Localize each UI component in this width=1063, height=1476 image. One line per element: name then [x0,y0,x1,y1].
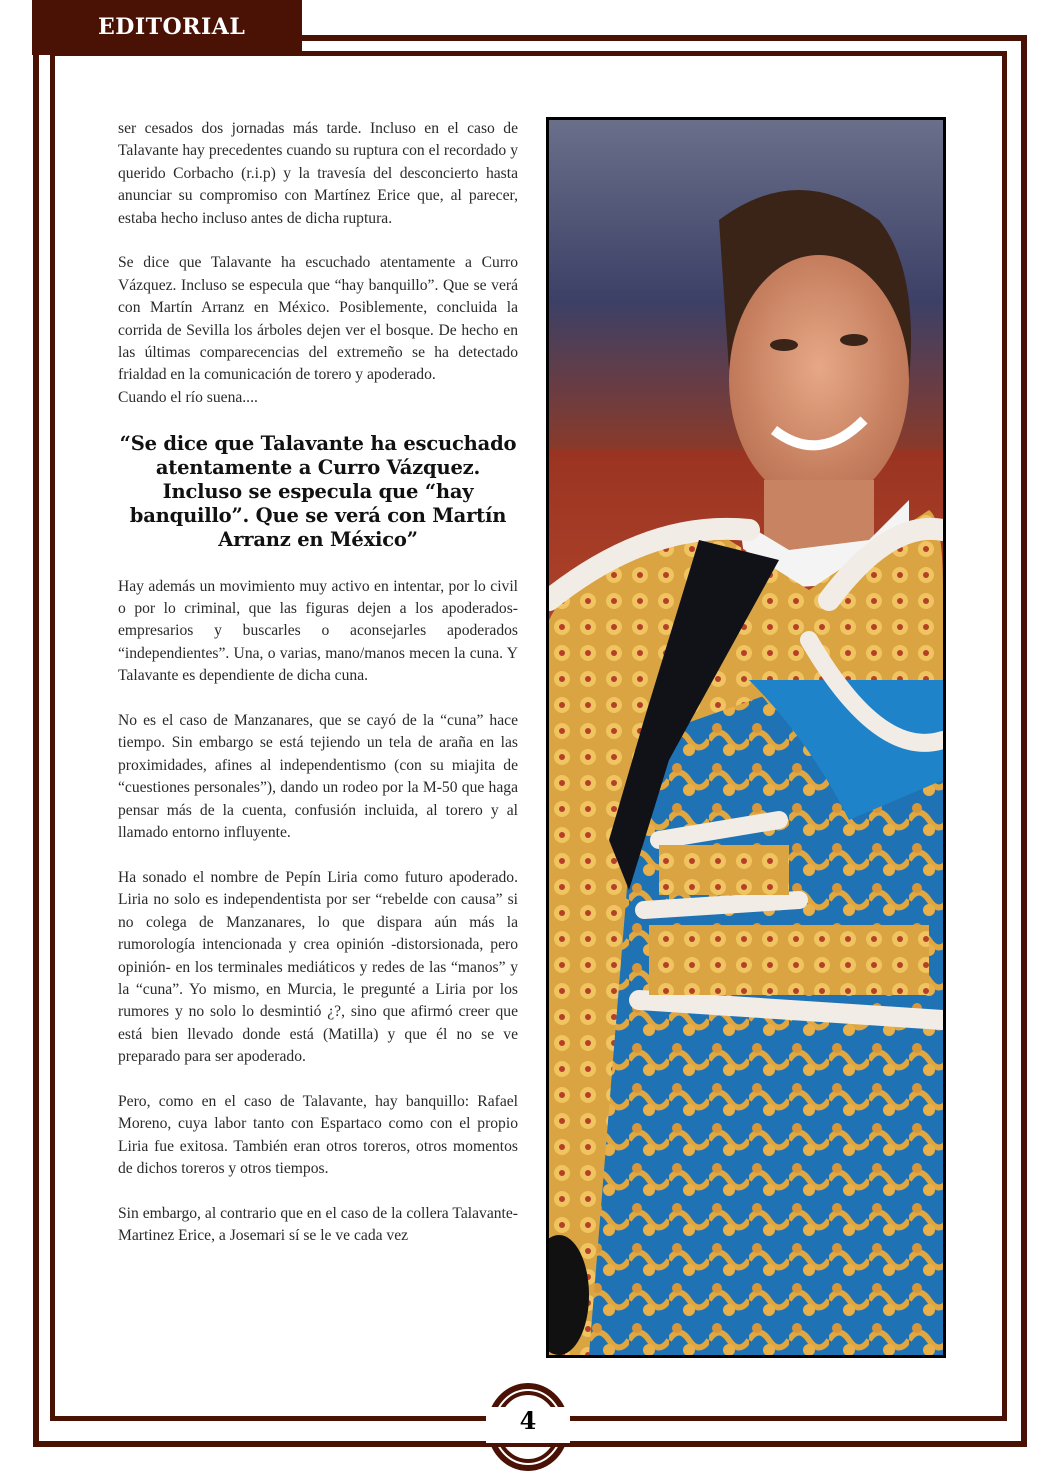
article-paragraph: Sin embargo, al contrario que en el caso de la collera Talavante-Martinez Erice, a Josemari sí se le ve cada vez [118,1204,518,1245]
page-number: 4 [519,1406,537,1435]
section-header [32,0,302,55]
article-paragraph: Pero, como en el caso de Talavante, hay banquillo: Rafael Moreno, cuya labor tanto con Espartaco como con el propio Liria fue exitosa. También eran otros toreros, otros momentos de dichos toreros y otros tiempos. [118,1092,518,1178]
article-paragraph: Cuando el río suena.... [118,388,258,406]
article-paragraph: Ha sonado el nombre de Pepín Liria como futuro apoderado. Liria no solo es independentista por ser “rebelde con causa” si no colega de Manzanares, lo que dispara aún más la rumorología intencionada y crea opinión -distorsionada, pero opinión- en los terminales mediáticos y redes de las “manos” y la “cuna”. Yo mismo, en Murcia, le pregunté a Liria por los rumores y no solo lo desmintió ¿?, sino que afirmó creer que está bien llevado donde está (Matilla) y que él no se ve preparado para ser apoderado. [118,868,518,1066]
section-title: EDITORIAL [98,14,246,40]
article-paragraph: ser cesados dos jornadas más tarde. Incluso en el caso de Talavante hay precedentes cuando su ruptura con el recordado y querido Corbacho (r.i.p) y la travesía del desconcierto hasta anunciar su compromiso con Martínez Erice que, al parecer, estaba hecho incluso antes de dicha ruptura. [118,120,518,227]
article-paragraph: Hay además un movimiento muy activo en intentar, por lo civil o por lo criminal, que las figuras dejen a los apoderados-empresarios y buscarles o aconsejarles apoderados “independientes”. Una, o varias, mano/manos mecen la cuna. Y Talavante es dependiente de dicha cuna. [118,577,518,685]
article-paragraph: Se dice que Talavante ha escuchado atentamente a Curro Vázquez. Incluso se especula que “hay banquillo”. Que se verá con Martín Arranz en México. Posiblemente, concluida la corrida de Sevilla los árboles dejen ver el bosque. De hecho en las últimas comparecencias del extremeño se ha detectado frialdad en la comunicación de torero y apoderado. [118,254,518,384]
torero-photo [546,117,946,1358]
article-column [118,118,518,1248]
pull-quote: “Se dice que Talavante ha escuchado atentamente a Curro Vázquez. Incluso se especula que “hay banquillo”. Que se verá con Martín Arranz en México” [119,431,517,551]
article-paragraph: No es el caso de Manzanares, que se cayó de la “cuna” hace tiempo. Sin embargo se está tejiendo un tela de araña en las proximidades, afines al independentismo (con su miajita de “cuestiones personales”), dando un rodeo por la M-50 que haga pensar más de la cuenta, confusión incluida, al torero y al llamado entorno influyente. [118,712,518,842]
